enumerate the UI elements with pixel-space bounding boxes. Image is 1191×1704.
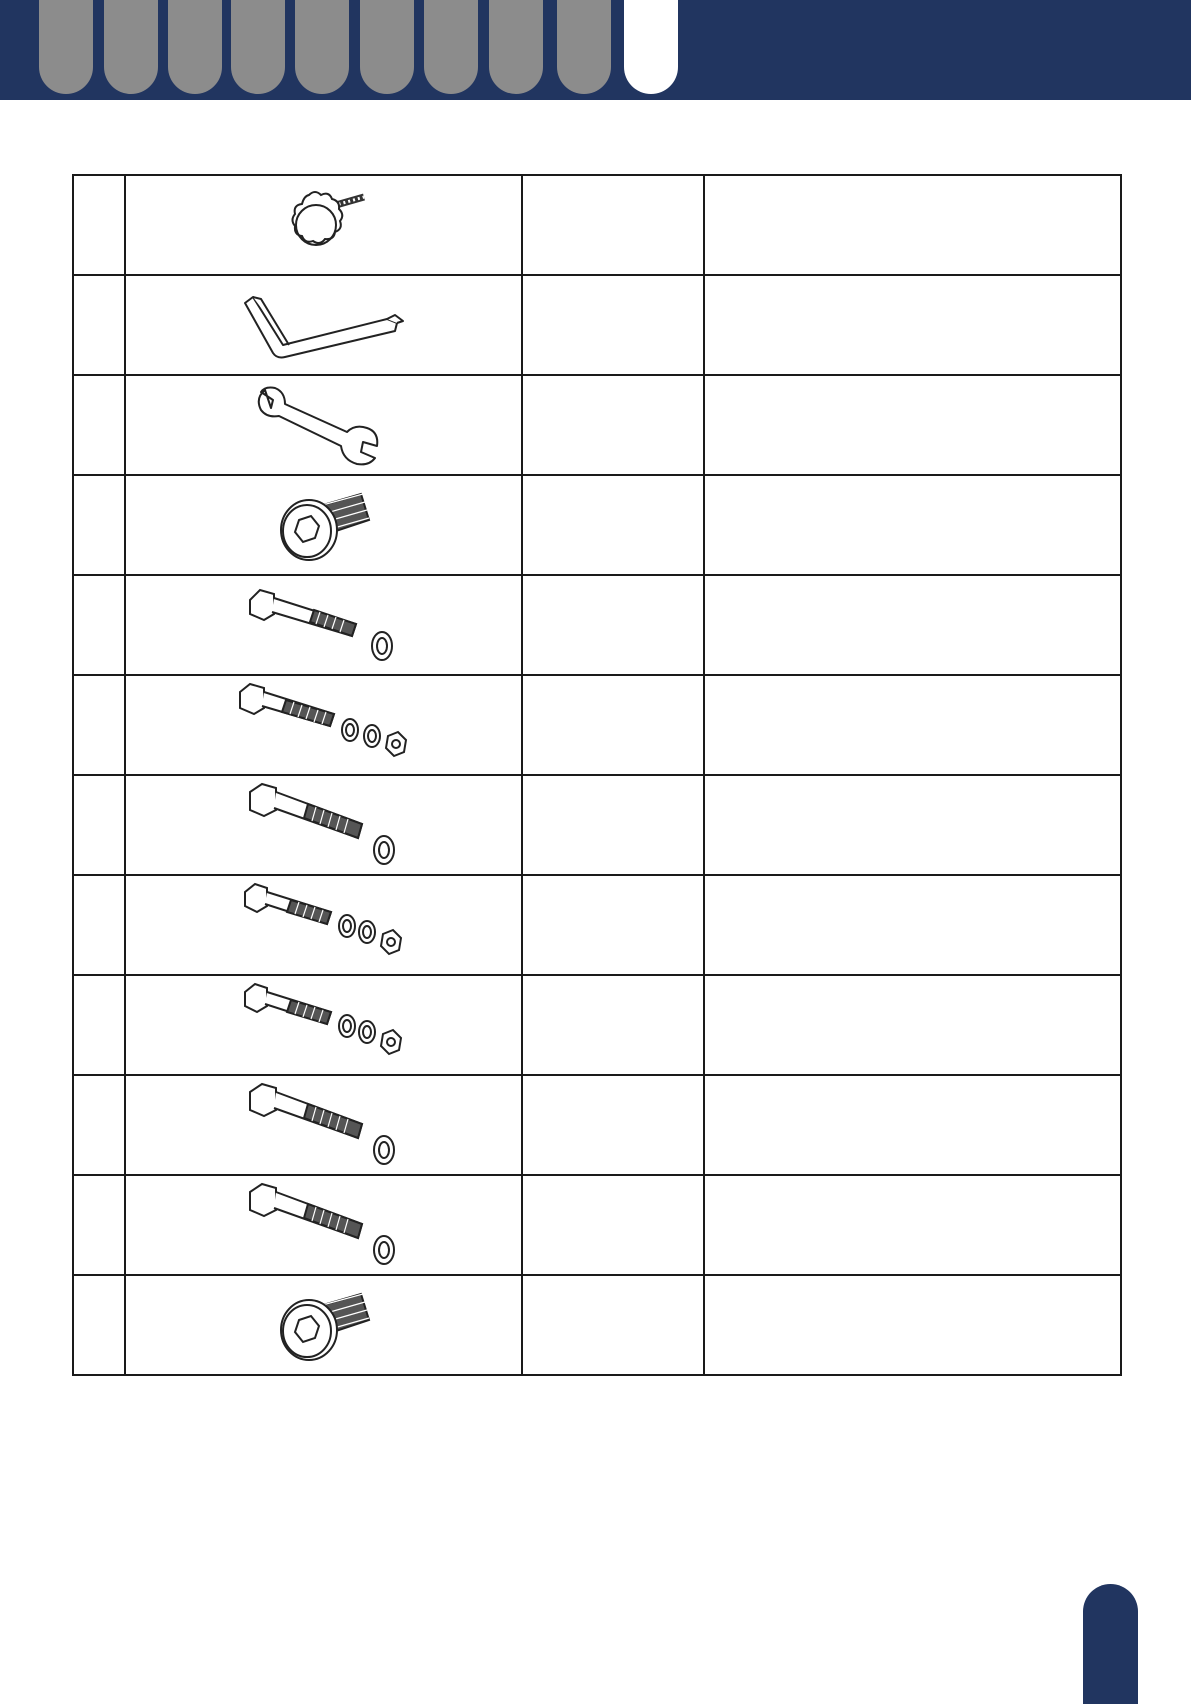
part-number-cell <box>73 1175 125 1275</box>
quantity-cell <box>522 1175 704 1275</box>
quantity-cell <box>522 275 704 375</box>
description-cell <box>704 375 1121 475</box>
part-image-cell <box>125 475 522 575</box>
part-image-cell <box>125 675 522 775</box>
description-cell <box>704 275 1121 375</box>
quantity-cell <box>522 575 704 675</box>
table-row <box>73 575 1121 675</box>
description-cell <box>704 175 1121 275</box>
hex-bolt-washers-nut-icon <box>239 880 409 970</box>
part-number-cell <box>73 575 125 675</box>
part-image-cell <box>125 1175 522 1275</box>
quantity-cell <box>522 1275 704 1375</box>
part-number-cell <box>73 1075 125 1175</box>
part-image-cell <box>125 875 522 975</box>
part-image-cell <box>125 175 522 275</box>
part-image-cell <box>125 1275 522 1375</box>
table-row <box>73 975 1121 1075</box>
table-row <box>73 775 1121 875</box>
table-row <box>73 675 1121 775</box>
table-row <box>73 1175 1121 1275</box>
quantity-cell <box>522 1075 704 1175</box>
section-tab-5[interactable] <box>295 0 349 94</box>
allen-key-icon <box>239 285 409 365</box>
open-wrench-icon <box>249 380 399 470</box>
table-row <box>73 1075 1121 1175</box>
description-cell <box>704 975 1121 1075</box>
description-cell <box>704 1075 1121 1175</box>
quantity-cell <box>522 875 704 975</box>
section-tab-4[interactable] <box>231 0 285 94</box>
star-knob-icon <box>269 185 379 265</box>
hex-bolt-washer-icon <box>244 580 404 670</box>
part-number-cell <box>73 275 125 375</box>
hardware-parts-table <box>72 174 1122 1376</box>
description-cell <box>704 775 1121 875</box>
part-number-cell <box>73 375 125 475</box>
long-hex-bolt-washer-icon <box>244 780 404 870</box>
part-number-cell <box>73 975 125 1075</box>
description-cell <box>704 875 1121 975</box>
quantity-cell <box>522 675 704 775</box>
section-tab-9[interactable] <box>557 0 611 94</box>
description-cell <box>704 1175 1121 1275</box>
section-tab-7[interactable] <box>424 0 478 94</box>
description-cell <box>704 1275 1121 1375</box>
section-tab-8[interactable] <box>489 0 543 94</box>
quantity-cell <box>522 975 704 1075</box>
table-row <box>73 875 1121 975</box>
socket-head-screw-icon <box>269 480 379 570</box>
part-number-cell <box>73 475 125 575</box>
part-number-cell <box>73 175 125 275</box>
section-tab-3[interactable] <box>168 0 222 94</box>
part-number-cell <box>73 675 125 775</box>
part-number-cell <box>73 875 125 975</box>
part-number-cell <box>73 1275 125 1375</box>
description-cell <box>704 675 1121 775</box>
part-number-cell <box>73 775 125 875</box>
part-image-cell <box>125 275 522 375</box>
long-hex-bolt-washer-icon <box>244 1080 404 1170</box>
quantity-cell <box>522 175 704 275</box>
quantity-cell <box>522 775 704 875</box>
table-row <box>73 475 1121 575</box>
part-image-cell <box>125 375 522 475</box>
header-band <box>0 0 1191 100</box>
hex-bolt-washers-nut-icon <box>239 980 409 1070</box>
long-hex-bolt-washer-icon <box>244 1180 404 1270</box>
part-image-cell <box>125 1075 522 1175</box>
table-row <box>73 375 1121 475</box>
socket-head-screw-icon <box>269 1280 379 1370</box>
part-image-cell <box>125 575 522 675</box>
section-tab-10-active[interactable] <box>624 0 678 94</box>
description-cell <box>704 475 1121 575</box>
page-number-tab <box>1083 1584 1138 1704</box>
table-row <box>73 275 1121 375</box>
table-row <box>73 175 1121 275</box>
description-cell <box>704 575 1121 675</box>
part-image-cell <box>125 775 522 875</box>
table-row <box>73 1275 1121 1375</box>
hex-bolt-washers-nut-icon <box>234 680 414 770</box>
quantity-cell <box>522 475 704 575</box>
section-tab-1[interactable] <box>39 0 93 94</box>
quantity-cell <box>522 375 704 475</box>
section-tab-6[interactable] <box>360 0 414 94</box>
part-image-cell <box>125 975 522 1075</box>
section-tab-2[interactable] <box>104 0 158 94</box>
